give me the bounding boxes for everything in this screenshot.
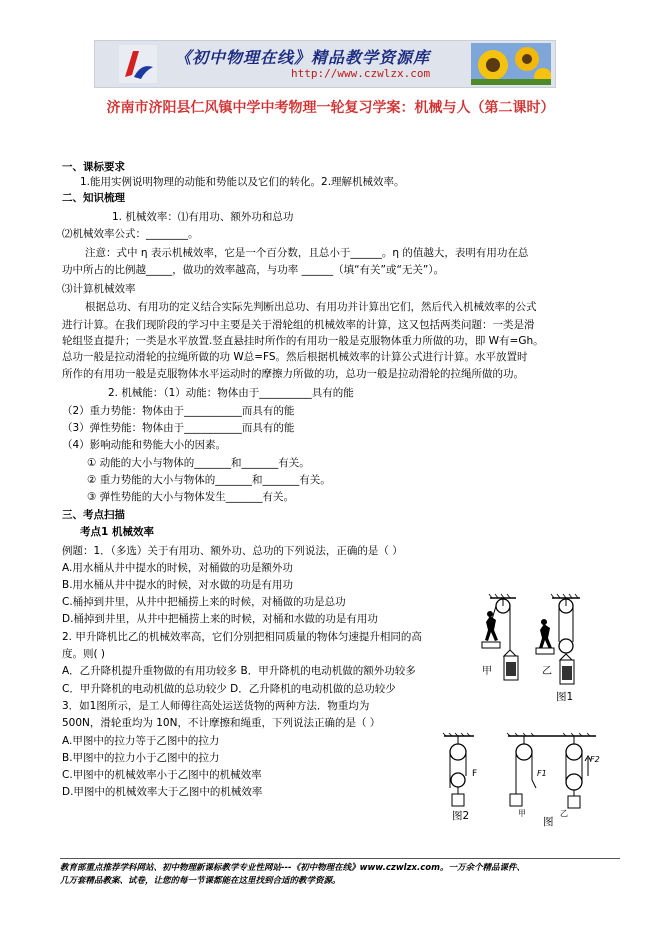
question-line: 3．如1图所示，是工人师傅往高处运送货物的两种方法．物重均为: [62, 700, 370, 712]
text-line: 总功一般是拉动滑轮的拉绳所做的功 W总=FS。然后根据机械效率的计算公式进行计算。水平放置时: [62, 351, 528, 363]
option-line: A.用水桶从井中提水的时候，对桶做的功是额外功: [62, 562, 293, 574]
option-line: C．甲升降机的电动机做的总功较少 D．乙升降机的电动机做的总功较少: [62, 683, 396, 695]
sunflower-image: [471, 43, 551, 85]
fig3-label-F1: F1: [537, 769, 547, 778]
section-heading-2: 二、知识梳理: [62, 192, 125, 204]
footer-divider: [60, 858, 620, 859]
text-line: ② 重力势能的大小与物体的_______和_______有关。: [87, 474, 331, 486]
text-line: 2. 机械能：（1）动能：物体由于__________具有的能: [108, 387, 354, 399]
figure-1-caption: 图1: [556, 691, 574, 703]
subsection-heading: 考点1 机械效率: [80, 526, 154, 538]
text-line: 所作的有用功一般是克服物体水平运动时的摩擦力所做的功，总功一般是拉动滑轮的拉绳所做的功。: [62, 368, 524, 380]
option-line: D.桶掉到井里，从井中把桶捞上来的时候，对桶和水做的功是有用功: [62, 613, 378, 625]
fig1-label-jia: 甲: [482, 666, 492, 677]
figure-1-hoists: [476, 592, 588, 700]
fig2-label-F: F: [472, 769, 478, 779]
fig3-label-jia: 甲: [518, 809, 526, 818]
text-line: ⑶计算机械效率: [62, 283, 136, 295]
text-line: 根据总功、有用功的定义结合实际先判断出总功、有用功并计算出它们，然后代入机械效率的公式: [85, 301, 537, 313]
footer-line-1: 教育部重点推荐学科网站、初中物理新课标教学专业性网站---《初中物理在线》www.czwlzx.com。一万余个精品课件、: [60, 863, 525, 873]
header-banner: [94, 40, 556, 88]
text-line: 1.能用实例说明物理的动能和势能以及它们的转化。2.理解机械效率。: [80, 176, 405, 188]
option-line: B.用水桶从井中提水的时候，对水做的功是有用功: [62, 579, 294, 591]
option-line: A．乙升降机提升重物做的有用功较多 B．甲升降机的电动机做的额外功较多: [62, 665, 416, 677]
option-line: B.甲图中的拉力小于乙图中的拉力: [62, 752, 220, 764]
option-line: A.甲图中的拉力等于乙图中的拉力: [62, 735, 220, 747]
figure-3-pulleys: [504, 732, 600, 818]
site-logo-icon: [119, 45, 157, 83]
text-line: 注意：式中 η 表示机械效率，它是一个百分数，且总小于______。η 的值越大，表明有用功在总: [85, 247, 529, 259]
footer-line-2: 几万套精品教案、试卷，让您的每一节课都能在这里找到合适的教学资源。: [60, 876, 341, 886]
question-line: 2. 甲升降机比乙的机械效率高，它们分别把相同质量的物体匀速提升相同的高: [62, 631, 422, 643]
text-line: ① 动能的大小与物体的_______和_______有关。: [87, 457, 310, 469]
option-line: C.桶掉到井里，从井中把桶捞上来的时候，对桶做的功是总功: [62, 596, 346, 608]
question-line: 500N，滑轮重均为 10N，不计摩擦和绳重，下列说法正确的是（ ）: [62, 717, 381, 729]
text-line: （2）重力势能：物体由于___________而具有的能: [62, 405, 295, 417]
text-line: 进行计算。在我们现阶段的学习中主要是关于滑轮组的机械效率的计算，这又包括两类问题：一类是滑: [62, 319, 535, 331]
text-line: 功中所占的比例越_____，做功的效率越高，与功率 ______（填“有关”或“无关”）。: [62, 264, 445, 276]
text-line: 轮组竖直提升；一类是水平放置.竖直悬挂时所作的有用功一般是克服物体重力所做的功，即 W有=Gh。: [62, 335, 544, 347]
figure-2-caption: 图2: [452, 810, 470, 822]
fig1-label-yi: 乙: [542, 666, 552, 677]
fig3-label-F2: F2: [590, 755, 600, 764]
text-line: ⑵机械效率公式：________。: [62, 228, 199, 240]
section-heading-3: 三、考点扫描: [62, 509, 125, 521]
option-line: C.甲图中的机械效率小于乙图中的机械效率: [62, 769, 262, 781]
banner-url[interactable]: http://www.czwlzx.com: [291, 67, 431, 80]
figure-2-pulley: [438, 732, 490, 814]
section-heading-1: 一、课标要求: [62, 161, 125, 173]
text-line: （3）弹性势能：物体由于___________而具有的能: [62, 422, 295, 434]
text-line: ③ 弹性势能的大小与物体发生_______有关。: [87, 491, 295, 503]
figure-3-caption: 图: [543, 816, 554, 828]
text-line: （4）影响动能和势能大小的因素。: [62, 439, 227, 451]
question-line: 度。则( ): [62, 648, 106, 660]
fig3-label-yi: 乙: [560, 809, 568, 818]
page-footer: [60, 862, 620, 888]
page-title: 济南市济阳县仁风镇中学中考物理一轮复习学案：机械与人（第二课时）: [106, 100, 555, 116]
question-line: 例题：1．（多选）关于有用功、额外功、总功的下列说法，正确的是（ ）: [62, 545, 403, 557]
option-line: D.甲图中的机械效率大于乙图中的机械效率: [62, 786, 263, 798]
text-line: 1. 机械效率：⑴有用功、额外功和总功: [112, 211, 294, 223]
banner-title: 《初中物理在线》精品教学资源库: [175, 48, 431, 67]
